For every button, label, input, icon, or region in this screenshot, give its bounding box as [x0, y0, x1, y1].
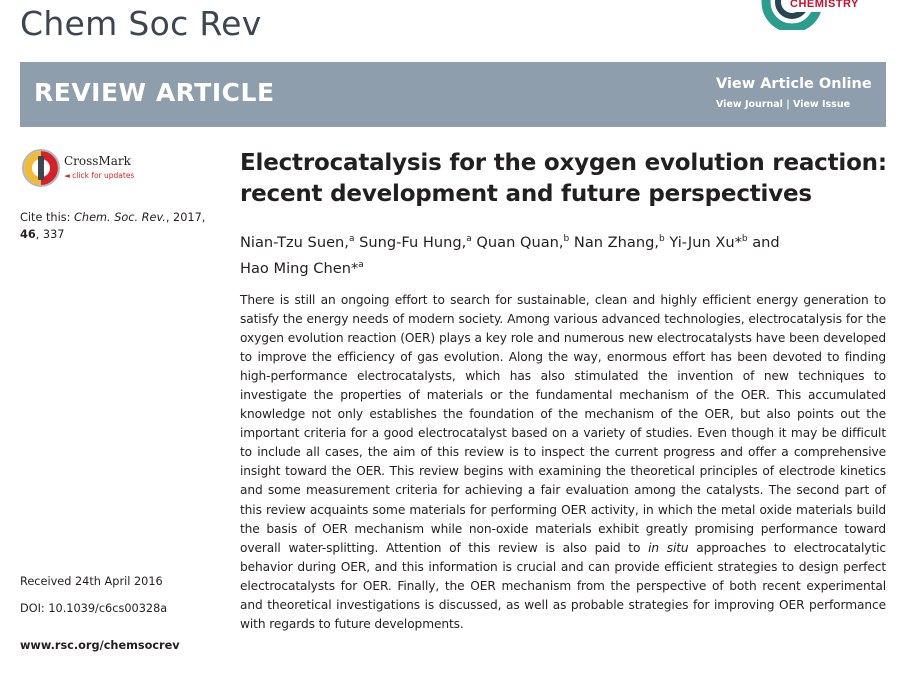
- crossmark-label: CrossMark: [64, 154, 131, 168]
- article-type: REVIEW ARTICLE: [34, 78, 275, 107]
- author[interactable]: Nan Zhang,$^b$: [573, 233, 665, 251]
- view-article-online-link[interactable]: View Article Online: [716, 76, 872, 92]
- view-issue-link[interactable]: View Issue: [793, 99, 851, 110]
- view-journal-link[interactable]: View Journal: [716, 99, 783, 110]
- author[interactable]: Yi-Jun Xu*$^b$: [669, 233, 748, 251]
- author-list: [240, 228, 880, 280]
- received-date: Received 24th April 2016: [20, 575, 163, 588]
- citation: Cite this: Chem. Soc. Rev., 2017, 46, 337: [20, 211, 206, 241]
- author[interactable]: Sung-Fu Hung,$^a$: [359, 233, 472, 251]
- abstract: There is still an ongoing effort to search for sustainable, clean and highly efficient energy generation to satisfy the energy needs of modern society. Among various advanced technologies, electrocatalysis for the oxygen evolution reaction (OER) plays a key role and numerous new electrocatalysts have been developed to improve the efficiency of gas evolution. Along the way, enormous effort has been devoted to finding high-performance electrocatalysts, which has also stimulated the invention of new techniques to investigate the properties of materials or the fundamental mechanism of the OER. This accumulated knowledge not only establishes the foundation of the mechanism of the OER, but also points out the important criteria for a good electrocatalyst based on a variety of studies. Even though it may be difficult to include all cases, the aim of this review is to inspect the current progress and offer a comprehensive insight toward the OER. This review begins with examining the theoretical principles of electrode kinetics and some measurement criteria for achieving a fair evaluation among the catalysts. The second part of this review acquaints some materials for performing OER activity, in which the metal oxide materials build the basis of OER mechanism while non-oxide materials exhibit greatly promising performance toward overall water-splitting. Attention of this review is also paid to in situ approaches to electrocatalytic behavior during OER, and this information is crucial and can provide efficient strategies to design perfect electrocatalysts for OER. Finally, the OER mechanism from the perspective of both recent experimental and theoretical investigations is discussed, as well as probable strategies for improving OER performance with regards to future developments.: [240, 293, 886, 631]
- author[interactable]: Nian-Tzu Suen,$^a$: [240, 233, 355, 251]
- crossmark-subtitle: ◄ click for updates: [64, 171, 135, 180]
- crossmark-arrow-icon: ◄: [64, 171, 70, 180]
- publisher-logo-text: CHEMISTRY: [790, 0, 859, 10]
- journal-name: Chem Soc Rev: [20, 4, 262, 43]
- title-line: Electrocatalysis for the oxygen evolution reaction:: [240, 150, 887, 176]
- crossmark-icon: [21, 148, 61, 188]
- journal-website-link[interactable]: www.rsc.org/chemsocrev: [20, 639, 180, 652]
- banner-links: [716, 99, 850, 110]
- doi[interactable]: DOI: 10.1039/c6cs00328a: [20, 602, 168, 615]
- author[interactable]: Hao Ming Chen*$^a$: [240, 259, 364, 277]
- article-title: [240, 148, 890, 210]
- publisher-logo[interactable]: [752, 0, 902, 30]
- article-banner: [20, 62, 886, 127]
- crossmark-badge[interactable]: [21, 148, 141, 190]
- link-separator: |: [782, 99, 794, 110]
- title-line: recent development and future perspectives: [240, 181, 812, 207]
- author[interactable]: Quan Quan,$^b$: [476, 233, 570, 251]
- author-conjunction: and: [752, 233, 780, 251]
